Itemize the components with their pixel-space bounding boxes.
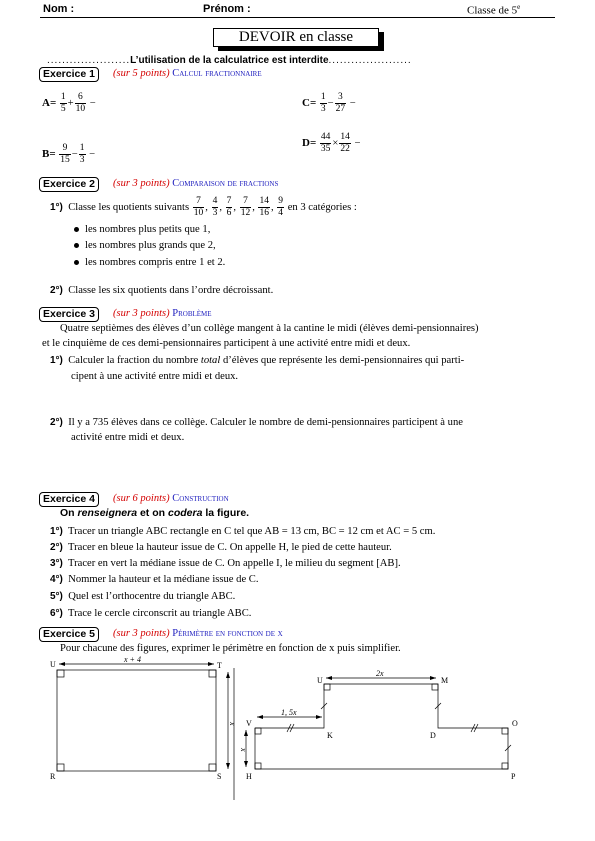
expression-c: C= $\frac{1}{3}$ − $\frac{3}{27}$ − (302, 92, 356, 114)
point-v: V (246, 719, 252, 728)
length-2x: 2x (376, 669, 384, 678)
exercise-1-heading: (sur 5 points) Calcul fractionnaire (113, 68, 262, 79)
exercise-4-lead: On renseignera et on codera la figure. (60, 507, 250, 519)
bullet-item: les nombres plus grands que 2, (74, 240, 216, 251)
exercise-3-q2: 2°) Il y a 735 élèves dans ce collège. Calculer le nombre de demi-pensionnaires participent à une (50, 417, 463, 428)
exercise-3-q1-cont: cipent à une activité entre midi et deux. (71, 371, 239, 382)
expression-b: B= $\frac{9}{15}$ − $\frac{1}{3}$ − (42, 143, 96, 165)
point-o: O (512, 719, 518, 728)
prenom-label: Prénom : (203, 3, 251, 15)
figure-1-rectangle (57, 664, 228, 771)
expression-a: A= $\frac{1}{5}$ + $\frac{6}{10}$ − (42, 92, 96, 114)
exercise-3-box: Exercice 3 (39, 307, 99, 322)
length-top: x + 4 (124, 655, 141, 664)
point-u2: U (317, 676, 323, 685)
exercise-3-heading: (sur 3 points) Problème (113, 308, 212, 319)
exercise-2-heading: (sur 3 points) Comparaison de fractions (113, 178, 279, 189)
length-x: x (239, 748, 248, 752)
page-title: DEVOIR en classe (213, 28, 379, 47)
point-d: D (430, 731, 436, 740)
point-t: T (217, 661, 222, 670)
bullet-item: les nombres plus petits que 1, (74, 224, 210, 235)
exercise-4-item: 1°) Tracer un triangle ABC rectangle en C tel que AB = 13 cm, BC = 12 cm et AC = 5 cm. (50, 526, 436, 537)
bullet-item: les nombres compris entre 1 et 2. (74, 257, 225, 268)
point-m: M (441, 676, 449, 685)
exercise-4-box: Exercice 4 (39, 492, 99, 507)
exercise-3-intro-line-2: et le cinquième de ces demi-pensionnaires participent à une activité entre midi et deux. (42, 338, 411, 349)
calculator-warning: ......................L’utilisation de la calculatrice est interdite...................... (47, 55, 412, 66)
point-r: R (50, 772, 56, 781)
exercise-2-q2: 2°) Classe les six quotients dans l’ordre décroissant. (50, 285, 274, 296)
point-u: U (50, 660, 56, 669)
figure-2-polygon (246, 678, 511, 769)
exercise-4-item: 2°) Tracer en bleue la hauteur issue de C. On appelle H, le pied de cette hauteur. (50, 542, 392, 553)
length-1-5x: 1, 5x (281, 708, 297, 717)
expression-d: D= $\frac{44}{35}$ × $\frac{14}{22}$ − (302, 132, 361, 154)
exercise-1-box: Exercice 1 (39, 67, 99, 82)
exercise-5-instruction: Pour chacune des figures, exprimer le périmètre en fonction de x puis simplifier. (60, 643, 401, 654)
point-p: P (511, 772, 516, 781)
exercise-4-item: 5°) Quel est l’orthocentre du triangle ABC. (50, 591, 236, 602)
point-s: S (217, 772, 222, 781)
length-side: x (228, 722, 237, 726)
exercise-2-box: Exercice 2 (39, 177, 99, 192)
exercise-4-item: 6°) Trace le cercle circonscrit au triangle ABC. (50, 608, 252, 619)
exercise-2-q1: 1°) Classe les quotients suivants $\frac{7}{10}$ , $\frac{4}{3}$ , $\frac{7}{6}$ , $\frac{7}{12}$ , $\frac{14}{16}$ , $\frac{9}{4}$ en 3 catégories : (50, 196, 357, 218)
exercise-3-q2-cont: activité entre midi et deux. (71, 432, 185, 443)
exercise-5-heading: (sur 3 points) Périmètre en fonction de x (113, 628, 283, 639)
exercise-3-intro-line-1: Quatre septièmes des élèves d’un collège mangent à la cantine le midi (élèves demi-pensionnaires) (60, 323, 479, 334)
classe-label: Classe de 5e (467, 3, 521, 17)
exercise-5-box: Exercice 5 (39, 627, 99, 642)
nom-label: Nom : (43, 3, 75, 15)
point-h: H (246, 772, 252, 781)
exercise-4-heading: (sur 6 points) Construction (113, 493, 229, 504)
exercise-4-item: 3°) Tracer en vert la médiane issue de C. On appelle I, le milieu du segment [AB]. (50, 558, 401, 569)
point-k: K (327, 731, 333, 740)
exercise-3-q1: 1°) Calculer la fraction du nombre total d’élèves que représente les demi-pensionnaires qui parti- (50, 355, 465, 366)
exercise-4-item: 4°) Nommer la hauteur et la médiane issue de C. (50, 574, 259, 585)
